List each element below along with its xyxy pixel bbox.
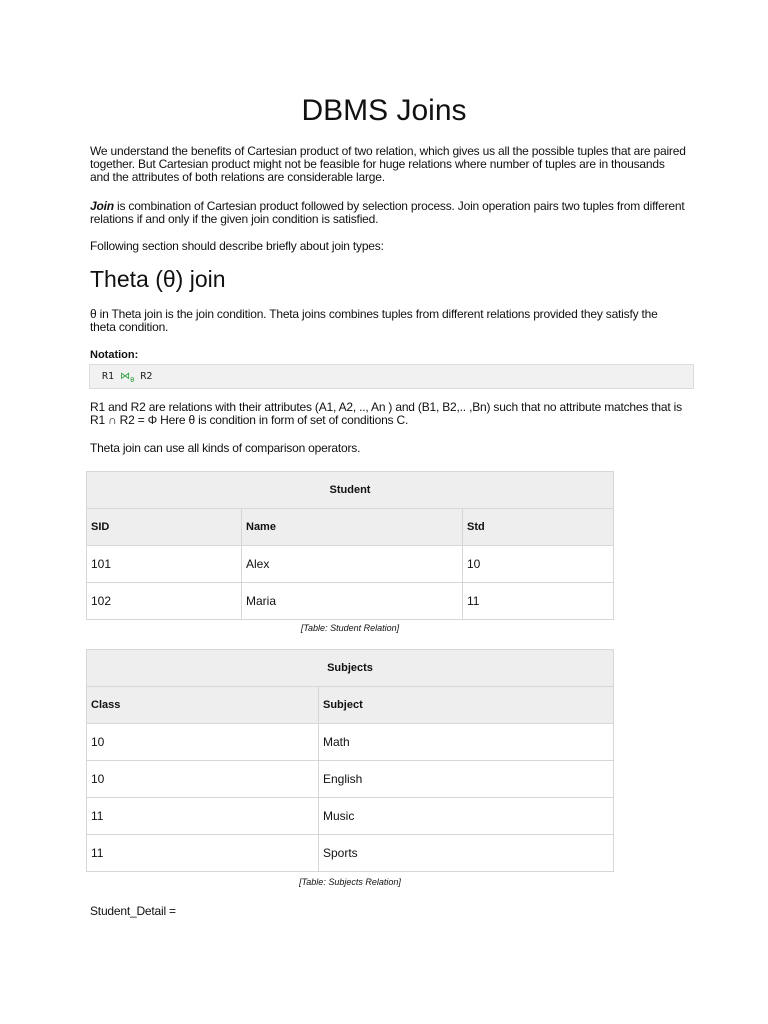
join-symbol: ⋈ (120, 371, 131, 382)
table-title-row (87, 472, 614, 509)
table-header-row (87, 509, 614, 546)
intro-paragraph-3: Following section should describe briefly about join types: (90, 239, 384, 253)
table-cell: Maria (242, 583, 463, 620)
table-cell: 10 (87, 724, 319, 761)
theta-description: θ in Theta join is the join condition. Theta joins combines tuples from different relations provided they satisfy the theta condition. (90, 307, 658, 334)
table-title-row (87, 650, 614, 687)
student-table-title: Student (87, 472, 614, 509)
table-row (87, 835, 614, 872)
theta-subscript: θ (130, 376, 135, 384)
join-term: Join (90, 199, 114, 213)
column-header: Std (463, 509, 614, 546)
notation-code-block (89, 364, 694, 389)
table-cell: 11 (87, 835, 319, 872)
table-cell: 10 (87, 761, 319, 798)
table-row (87, 724, 614, 761)
student-table (86, 471, 614, 620)
table-cell: Music (319, 798, 614, 835)
table-cell: Sports (319, 835, 614, 872)
theta-join-heading: Theta (θ) join (90, 266, 226, 292)
subjects-table-title: Subjects (87, 650, 614, 687)
intro-paragraph-1: We understand the benefits of Cartesian product of two relation, which gives us all the possible tuples that are paired together. But Cartesian product might not be feasible for huge relations where number of tuples are in thousands and the attributes of both relations are considerable large. (90, 144, 686, 184)
table-row (87, 546, 614, 583)
join-definition: is combination of Cartesian product followed by selection process. Join operation pairs two tuples from different relations if and only if the given join condition is satisfied. (90, 199, 685, 226)
subjects-table (86, 649, 614, 872)
page-title: DBMS Joins (301, 94, 467, 127)
table-header-row (87, 687, 614, 724)
notation-right: R2 (140, 371, 153, 382)
subjects-table-caption: [Table: Subjects Relation] (299, 877, 401, 887)
table-row (87, 798, 614, 835)
table-cell: 10 (463, 546, 614, 583)
table-row (87, 583, 614, 620)
column-header: Name (242, 509, 463, 546)
student-detail-expression: Student_Detail = (90, 904, 176, 918)
table-cell: English (319, 761, 614, 798)
column-header: Class (87, 687, 319, 724)
theta-description-2: R1 and R2 are relations with their attributes (A1, A2, .., An ) and (B1, B2,.. ,Bn) such that no attribute matches that is R1 ∩ R2 = Φ Here θ is condition in form of set of conditions C. (90, 400, 682, 427)
notation-label: Notation: (90, 349, 139, 361)
table-cell: 11 (463, 583, 614, 620)
table-cell: 102 (87, 583, 242, 620)
table-cell: 11 (87, 798, 319, 835)
student-table-caption: [Table: Student Relation] (300, 623, 400, 633)
table-row (87, 761, 614, 798)
theta-description-3: Theta join can use all kinds of comparison operators. (90, 441, 361, 455)
table-cell: Math (319, 724, 614, 761)
table-cell: 101 (87, 546, 242, 583)
notation-left: R1 (102, 371, 115, 382)
column-header: SID (87, 509, 242, 546)
column-header: Subject (319, 687, 614, 724)
table-cell: Alex (242, 546, 463, 583)
intro-paragraph-2 (90, 200, 686, 226)
